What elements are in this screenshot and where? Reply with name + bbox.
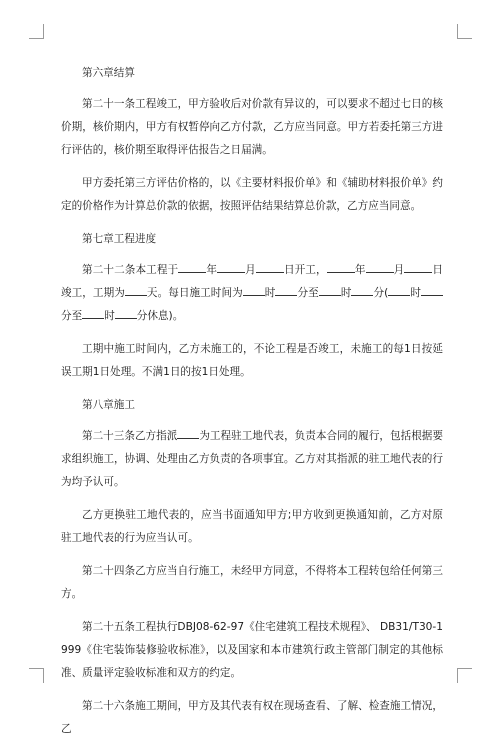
article-23-text-2: 为工程驻工地代表，负责本合同的履行，包括根据要求组织施工，协调、处理由乙方负责的各项事宜。乙方对其指派的驻工地代表的行为均予认可。 [61,430,443,488]
article-22-text-4: 日开工， [283,264,327,276]
blank-end-year [327,261,355,273]
chapter-heading-7: 第七章工程进度 [82,233,157,245]
blank-rest-start-hour [388,284,410,296]
blank-start-year [178,261,206,273]
blank-duration-days [125,284,147,296]
article-22-text-3: 月 [245,264,256,276]
document-body [61,62,443,751]
article-22-text-1: 第二十二条本工程于 [82,264,179,276]
blank-rest-end-minute [115,307,137,319]
article-22-text-13: 时 [410,287,422,299]
article-22-text-11: 时 [340,287,352,299]
chapter-heading-6: 第六章结算 [82,67,135,79]
article-22-text-15: 时 [104,310,115,322]
article-22-text-6: 月 [393,264,405,276]
article-22-text-14: 分至 [61,310,83,322]
article-21: 第二十一条工程竣工，甲方验收后对价款有异议的，可以要求不超过七日的核价期，核价期内，甲方有权暂停向乙方付款，乙方应当同意。甲方若委托第三方进行评估的，核价期至取得评估报告之日届满。 [61,98,443,156]
article-23 [61,425,443,494]
blank-rest-start-minute [421,284,443,296]
article-23-para-2: 乙方更换驻工地代表的，应当书面通知甲方;甲方收到更换通知前，乙方对原驻工地代表的行为应当认可。 [61,509,443,544]
blank-work-start-minute [275,284,297,296]
article-22-para-2: 工期中施工时间内，乙方未施工的，不论工程是否竣工，未施工的每1日按延误工期1日处理。不满1日的按1日处理。 [61,343,443,378]
crop-mark-top-right [457,24,472,39]
blank-start-day [256,261,284,273]
crop-mark-top-left [29,24,44,39]
crop-mark-bottom-left [29,668,44,683]
blank-end-day [404,261,432,273]
article-22-text-9: 时 [264,287,276,299]
crop-mark-bottom-right [457,668,472,683]
article-25: 第二十五条工程执行DBJ08-62-97《住宅建筑工程技术规程》、 DB31/T30-1999《住宅装饰装修验收标准》，以及国家和本市建筑行政主管部门制定的其他标准、质量评定验收标准和双方的约定。 [61,621,443,679]
blank-rest-end-hour [82,307,104,319]
article-22-text-7: 日竣工，工期为 [61,264,444,299]
article-22-text-10: 分至 [297,287,319,299]
chapter-heading-8: 第八章施工 [82,399,135,411]
blank-work-end-minute [351,284,373,296]
blank-site-representative [177,427,199,439]
blank-work-end-hour [319,284,341,296]
article-21-para-2: 甲方委托第三方评估价格的，以《主要材料报价单》和《辅助材料报价单》约定的价格作为计算总价款的依据，按照评估结果结算总价款，乙方应当同意。 [61,177,443,212]
article-22-text-16: 分休息)。 [136,310,184,322]
article-22-text-2: 年 [206,264,218,276]
article-24: 第二十四条乙方应当自行施工，未经甲方同意，不得将本工程转包给任何第三方。 [61,565,443,600]
article-23-text-1: 第二十三条乙方指派 [82,430,178,442]
article-26: 第二十六条施工期间，甲方及其代表有权在现场查看、了解、检查施工情况，乙 [61,700,443,735]
article-22-text-5: 年 [354,264,366,276]
article-22 [61,259,443,328]
blank-end-month [366,261,394,273]
blank-start-month [217,261,245,273]
article-22-text-12: 分( [373,287,389,299]
article-22-text-8: 天。每日施工时间为 [146,287,243,299]
blank-work-start-hour [243,284,265,296]
